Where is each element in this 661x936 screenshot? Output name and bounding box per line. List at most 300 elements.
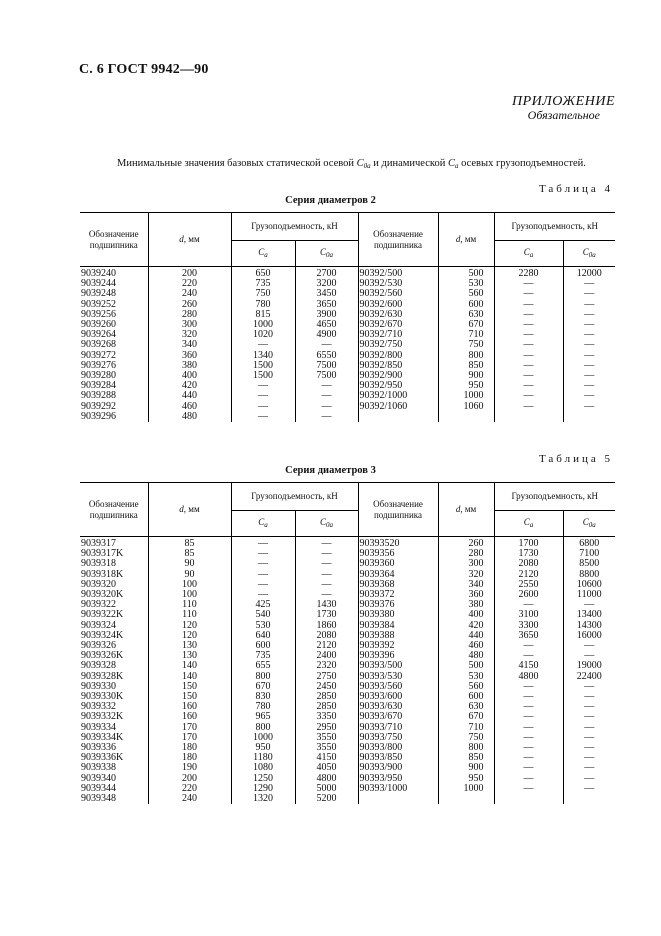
table-cell: 110 xyxy=(148,610,231,620)
table-cell: 90393/1000 xyxy=(358,784,438,794)
appendix-subtitle: Обязательное xyxy=(527,108,600,122)
table-row xyxy=(80,743,615,753)
table-cell: 420 xyxy=(438,621,494,631)
table-cell: 800 xyxy=(231,672,295,682)
table-cell: 9039322K xyxy=(81,609,124,621)
table-cell: 9039252 xyxy=(81,298,116,310)
table-cell: 1730 xyxy=(494,549,563,559)
table-row xyxy=(80,753,615,763)
table-cell: 3100 xyxy=(494,610,563,620)
table-cell: 90 xyxy=(148,570,231,580)
table-cell: 9039338 xyxy=(81,762,116,774)
table-cell: 9039292 xyxy=(81,400,116,412)
table-cell: 380 xyxy=(438,600,494,610)
table-cell: 160 xyxy=(148,712,231,722)
table-cell: 1500 xyxy=(231,371,295,381)
table-cell: — xyxy=(494,774,563,784)
table-cell: 670 xyxy=(438,320,494,330)
table-row xyxy=(80,351,615,361)
table-row xyxy=(80,794,615,804)
table-cell: 9039288 xyxy=(81,390,116,402)
table-cell: 140 xyxy=(148,672,231,682)
table-cell: 90393/530 xyxy=(358,672,438,682)
table-cell xyxy=(438,794,494,804)
table-cell: 9039276 xyxy=(81,359,116,371)
table-cell: — xyxy=(494,753,563,763)
table-cell: — xyxy=(231,549,295,559)
table-row xyxy=(80,289,615,299)
table-cell: 280 xyxy=(148,310,231,320)
table-cell: 9039334K xyxy=(81,731,124,743)
table-cell: — xyxy=(231,570,295,580)
table-cell: 240 xyxy=(148,289,231,299)
col-c0a-2: $C_{0a}$ xyxy=(563,511,615,537)
table-row xyxy=(80,391,615,401)
table-cell: 220 xyxy=(148,784,231,794)
table-cell: 600 xyxy=(231,641,295,651)
table-cell: 9039256 xyxy=(81,308,116,320)
table-cell: 6800 xyxy=(563,537,615,550)
table-cell: 460 xyxy=(438,641,494,651)
table-row xyxy=(80,361,615,371)
col-designation-2: Обозначение подшипника xyxy=(358,483,438,537)
table-cell: 735 xyxy=(231,279,295,289)
table-cell: — xyxy=(494,702,563,712)
table-cell: — xyxy=(563,774,615,784)
table-cell: 9039320K xyxy=(81,589,124,601)
table-cell: 9039396 xyxy=(358,651,438,661)
table-cell: 170 xyxy=(148,733,231,743)
table-cell: 90392/1000 xyxy=(358,391,438,401)
table-cell: — xyxy=(563,300,615,310)
table-cell: 200 xyxy=(148,774,231,784)
table-cell xyxy=(358,412,438,422)
table-cell: 1860 xyxy=(295,621,358,631)
table-cell: 2850 xyxy=(295,692,358,702)
table-row xyxy=(80,330,615,340)
col-d-2: d, мм xyxy=(438,213,494,267)
table-cell: 4050 xyxy=(295,763,358,773)
table-cell: 9039368 xyxy=(358,580,438,590)
col-designation: Обозначение подшипника xyxy=(80,483,148,537)
col-d: d, мм xyxy=(148,483,231,537)
table-row xyxy=(80,784,615,794)
table-cell: — xyxy=(563,753,615,763)
table-cell: 460 xyxy=(148,402,231,412)
table-cell: 9039324 xyxy=(81,619,116,631)
table-cell: 530 xyxy=(438,672,494,682)
table-cell: 300 xyxy=(438,559,494,569)
table-cell: 120 xyxy=(148,631,231,641)
table-cell: 1730 xyxy=(295,610,358,620)
table-cell: 440 xyxy=(438,631,494,641)
table-cell: 3450 xyxy=(295,289,358,299)
col-ca-2: $C_a$ xyxy=(494,241,563,267)
table-cell: 560 xyxy=(438,682,494,692)
table-cell: 9039322 xyxy=(81,599,116,611)
table-cell: 530 xyxy=(438,279,494,289)
table-cell: 2550 xyxy=(494,580,563,590)
table-cell: — xyxy=(494,330,563,340)
table-cell: 9039248 xyxy=(81,288,116,300)
table-cell: — xyxy=(295,391,358,401)
table-cell: 150 xyxy=(148,682,231,692)
table-cell: 1000 xyxy=(231,320,295,330)
table-cell: 3300 xyxy=(494,621,563,631)
ca-symbol: $C_a$ xyxy=(447,158,459,170)
table-cell: 900 xyxy=(438,763,494,773)
intro-part-1: Минимальные значения базовых статической осевой xyxy=(117,158,354,169)
table-cell: 2750 xyxy=(295,672,358,682)
table-cell: 5200 xyxy=(295,794,358,804)
intro-text xyxy=(117,158,586,170)
table-cell: 4650 xyxy=(295,320,358,330)
table-cell: 90393/900 xyxy=(358,763,438,773)
table-cell: 85 xyxy=(148,537,231,550)
table-cell: — xyxy=(563,361,615,371)
table-row xyxy=(80,712,615,722)
c0a-symbol: $C_{0a}$ xyxy=(356,158,371,170)
table-cell: 260 xyxy=(148,300,231,310)
table-cell: 540 xyxy=(231,610,295,620)
table-cell: 180 xyxy=(148,743,231,753)
table-cell: — xyxy=(295,537,358,550)
table-cell: 130 xyxy=(148,651,231,661)
table-cell: — xyxy=(494,682,563,692)
table-row xyxy=(80,672,615,682)
table-cell: — xyxy=(231,340,295,350)
table-cell: — xyxy=(563,310,615,320)
col-designation: Обозначение подшипника xyxy=(80,213,148,267)
table-cell: 1080 xyxy=(231,763,295,773)
table-cell: — xyxy=(231,381,295,391)
table-cell: 12000 xyxy=(563,267,615,280)
table-cell xyxy=(438,412,494,422)
table-cell: 90393/950 xyxy=(358,774,438,784)
table-cell: 9039340 xyxy=(81,772,116,784)
table-cell: 90392/710 xyxy=(358,330,438,340)
table-cell xyxy=(358,794,438,804)
table-cell: — xyxy=(494,784,563,794)
table-cell: 90393/850 xyxy=(358,753,438,763)
table-cell: 4800 xyxy=(494,672,563,682)
table-row xyxy=(80,733,615,743)
table-cell: 300 xyxy=(148,320,231,330)
table-cell: — xyxy=(295,580,358,590)
table-cell: 90393520 xyxy=(358,537,438,550)
table-cell: — xyxy=(494,651,563,661)
table-cell: 1320 xyxy=(231,794,295,804)
table-cell: 380 xyxy=(148,361,231,371)
table-cell: 170 xyxy=(148,723,231,733)
table-row xyxy=(80,279,615,289)
table-cell: 90392/800 xyxy=(358,351,438,361)
table-cell: — xyxy=(563,651,615,661)
col-ca: $C_a$ xyxy=(231,511,295,537)
table-cell: 640 xyxy=(231,631,295,641)
table-cell: — xyxy=(563,641,615,651)
table-cell: 1290 xyxy=(231,784,295,794)
appendix-title: ПРИЛОЖЕНИЕ xyxy=(512,94,615,109)
table-cell: 9039334 xyxy=(81,721,116,733)
table-cell: 850 xyxy=(438,753,494,763)
table-cell: 9039318K xyxy=(81,568,124,580)
table-cell: — xyxy=(494,340,563,350)
table-cell: 2950 xyxy=(295,723,358,733)
table-cell xyxy=(563,794,615,804)
table-row xyxy=(80,371,615,381)
table-cell: — xyxy=(494,310,563,320)
table-cell: 800 xyxy=(231,723,295,733)
intro-part-2: и динамической xyxy=(373,158,446,169)
table-cell: 9039380 xyxy=(358,610,438,620)
table-5 xyxy=(80,482,615,804)
table-cell: 780 xyxy=(231,702,295,712)
table-cell: 220 xyxy=(148,279,231,289)
table-cell: 3650 xyxy=(295,300,358,310)
table-cell: 4150 xyxy=(494,661,563,671)
table-4 xyxy=(80,212,615,422)
table-row xyxy=(80,310,615,320)
table-cell: — xyxy=(231,580,295,590)
table-cell: 4900 xyxy=(295,330,358,340)
table-cell: 2700 xyxy=(295,267,358,280)
col-load: Грузоподъемность, кН xyxy=(231,483,358,511)
table-row xyxy=(80,774,615,784)
table-cell: 950 xyxy=(438,774,494,784)
table-cell: 3550 xyxy=(295,743,358,753)
table-cell: — xyxy=(231,537,295,550)
table-cell: — xyxy=(231,412,295,422)
table-cell: 340 xyxy=(148,340,231,350)
table-cell: 9039320 xyxy=(81,578,116,590)
table-cell: — xyxy=(563,320,615,330)
table-cell: 90393/750 xyxy=(358,733,438,743)
table-cell: 5000 xyxy=(295,784,358,794)
table4-label: Таблица 4 xyxy=(538,183,613,195)
table-cell: — xyxy=(295,412,358,422)
table-cell: 90392/850 xyxy=(358,361,438,371)
table5-label: Таблица 5 xyxy=(538,453,613,465)
table-cell: 90393/630 xyxy=(358,702,438,712)
table-cell: 11000 xyxy=(563,590,615,600)
table-cell: 90392/1060 xyxy=(358,402,438,412)
table-cell: 9039284 xyxy=(81,380,116,392)
table-cell: 4800 xyxy=(295,774,358,784)
table-cell: 780 xyxy=(231,300,295,310)
table-cell: 480 xyxy=(438,651,494,661)
table-cell: — xyxy=(563,381,615,391)
table-cell: 800 xyxy=(438,743,494,753)
table-cell: 9039360 xyxy=(358,559,438,569)
table-cell: 1250 xyxy=(231,774,295,784)
table-cell: 9039356 xyxy=(358,549,438,559)
table-cell: 2850 xyxy=(295,702,358,712)
table-cell: — xyxy=(295,549,358,559)
table-cell: 160 xyxy=(148,702,231,712)
table-cell: — xyxy=(563,600,615,610)
table-cell: 500 xyxy=(438,267,494,280)
table-cell: 9039348 xyxy=(81,793,116,805)
table-cell: — xyxy=(295,590,358,600)
table-cell: — xyxy=(494,289,563,299)
table-cell: 9039372 xyxy=(358,590,438,600)
col-load-2: Грузоподъемность, кН xyxy=(494,483,615,511)
table-cell: — xyxy=(231,391,295,401)
table-cell xyxy=(494,794,563,804)
table-cell: 1060 xyxy=(438,402,494,412)
table-cell: 425 xyxy=(231,600,295,610)
table-cell: 90392/530 xyxy=(358,279,438,289)
table-cell: 1020 xyxy=(231,330,295,340)
table-cell: 7100 xyxy=(563,549,615,559)
table-cell: 9039336K xyxy=(81,752,124,764)
table-cell: 1430 xyxy=(295,600,358,610)
table-cell: 3650 xyxy=(494,631,563,641)
table-cell: 9039264 xyxy=(81,329,116,341)
table-cell: — xyxy=(231,559,295,569)
table-cell: 280 xyxy=(438,549,494,559)
table-cell: 9039317 xyxy=(81,538,116,549)
table-cell: 130 xyxy=(148,641,231,651)
table-cell: 950 xyxy=(231,743,295,753)
table-cell: 360 xyxy=(148,351,231,361)
col-load: Грузоподъемность, кН xyxy=(231,213,358,241)
table-cell: 750 xyxy=(438,733,494,743)
table-cell: 90392/670 xyxy=(358,320,438,330)
table-cell: 10600 xyxy=(563,580,615,590)
table-cell: — xyxy=(295,381,358,391)
table-cell: — xyxy=(563,784,615,794)
table-cell: — xyxy=(563,682,615,692)
col-d-2: d, мм xyxy=(438,483,494,537)
table-cell: — xyxy=(563,712,615,722)
table-cell xyxy=(494,412,563,422)
table-cell: 120 xyxy=(148,621,231,631)
table-cell: 3900 xyxy=(295,310,358,320)
table-cell: — xyxy=(295,402,358,412)
table-cell: 9039280 xyxy=(81,370,116,382)
table-cell: — xyxy=(563,743,615,753)
table-cell: 600 xyxy=(438,692,494,702)
table-cell: 630 xyxy=(438,702,494,712)
table-cell: 965 xyxy=(231,712,295,722)
table-cell: — xyxy=(563,763,615,773)
table-cell: 2600 xyxy=(494,590,563,600)
table-cell: 90393/500 xyxy=(358,661,438,671)
table-row xyxy=(80,590,615,600)
table-cell: 710 xyxy=(438,330,494,340)
table-cell: — xyxy=(563,330,615,340)
table-row xyxy=(80,267,615,280)
table-cell: 600 xyxy=(438,300,494,310)
page-header: С. 6 ГОСТ 9942—90 xyxy=(79,62,209,77)
table-cell: 400 xyxy=(438,610,494,620)
table-cell: 1000 xyxy=(231,733,295,743)
table-cell: — xyxy=(231,590,295,600)
table-cell: 750 xyxy=(438,340,494,350)
table-cell: — xyxy=(494,723,563,733)
table-cell: 1340 xyxy=(231,351,295,361)
table-cell: 100 xyxy=(148,590,231,600)
col-c0a: $C_{0a}$ xyxy=(295,241,358,267)
table-cell: 9039330K xyxy=(81,691,124,703)
table-cell: 2080 xyxy=(295,631,358,641)
table-row xyxy=(80,641,615,651)
table-cell: — xyxy=(494,300,563,310)
table-cell: — xyxy=(295,570,358,580)
col-ca: $C_a$ xyxy=(231,241,295,267)
table-cell: 90393/560 xyxy=(358,682,438,692)
table-cell: 9039272 xyxy=(81,349,116,361)
table-cell: 3200 xyxy=(295,279,358,289)
table-cell: 8800 xyxy=(563,570,615,580)
table-cell: — xyxy=(494,712,563,722)
table-cell: 13400 xyxy=(563,610,615,620)
table-cell: 630 xyxy=(438,310,494,320)
table-cell: 670 xyxy=(231,682,295,692)
table-row xyxy=(80,702,615,712)
table-cell: — xyxy=(494,361,563,371)
table-cell: 85 xyxy=(148,549,231,559)
table-cell: 90392/950 xyxy=(358,381,438,391)
table-cell: — xyxy=(494,320,563,330)
table-cell: 9039244 xyxy=(81,278,116,290)
table-cell: 90392/600 xyxy=(358,300,438,310)
table-cell: 850 xyxy=(438,361,494,371)
table-cell: — xyxy=(494,743,563,753)
table-cell: 1000 xyxy=(438,391,494,401)
table-cell: 1500 xyxy=(231,361,295,371)
table-cell: 815 xyxy=(231,310,295,320)
table-row xyxy=(80,763,615,773)
table-cell: 150 xyxy=(148,692,231,702)
table-cell: 750 xyxy=(231,289,295,299)
table-cell: 140 xyxy=(148,661,231,671)
table-cell: — xyxy=(494,763,563,773)
table-cell: 320 xyxy=(438,570,494,580)
table-cell: 710 xyxy=(438,723,494,733)
intro-part-3: осевых грузоподъемностей. xyxy=(461,158,586,169)
table-cell: 340 xyxy=(438,580,494,590)
col-d: d, мм xyxy=(148,213,231,267)
table-cell: 9039326 xyxy=(81,640,116,652)
table-cell: 9039364 xyxy=(358,570,438,580)
table-cell xyxy=(563,412,615,422)
table-cell: 320 xyxy=(148,330,231,340)
table-cell: 19000 xyxy=(563,661,615,671)
table-cell: 3350 xyxy=(295,712,358,722)
table-cell: 3550 xyxy=(295,733,358,743)
table-cell: 7500 xyxy=(295,371,358,381)
table-cell: — xyxy=(563,702,615,712)
table-cell: — xyxy=(563,733,615,743)
col-designation-2: Обозначение подшипника xyxy=(358,213,438,267)
table-cell: — xyxy=(494,641,563,651)
table-cell: — xyxy=(563,340,615,350)
table-cell: — xyxy=(563,391,615,401)
table-cell: — xyxy=(494,371,563,381)
table-cell: — xyxy=(563,289,615,299)
table-cell: 9039318 xyxy=(81,558,116,570)
table-cell: 1000 xyxy=(438,784,494,794)
table-row xyxy=(80,412,615,422)
table-cell: 9039332K xyxy=(81,711,124,723)
table-cell: 9039336 xyxy=(81,742,116,754)
table-cell: — xyxy=(494,279,563,289)
table-cell: 655 xyxy=(231,661,295,671)
table-cell: — xyxy=(494,733,563,743)
